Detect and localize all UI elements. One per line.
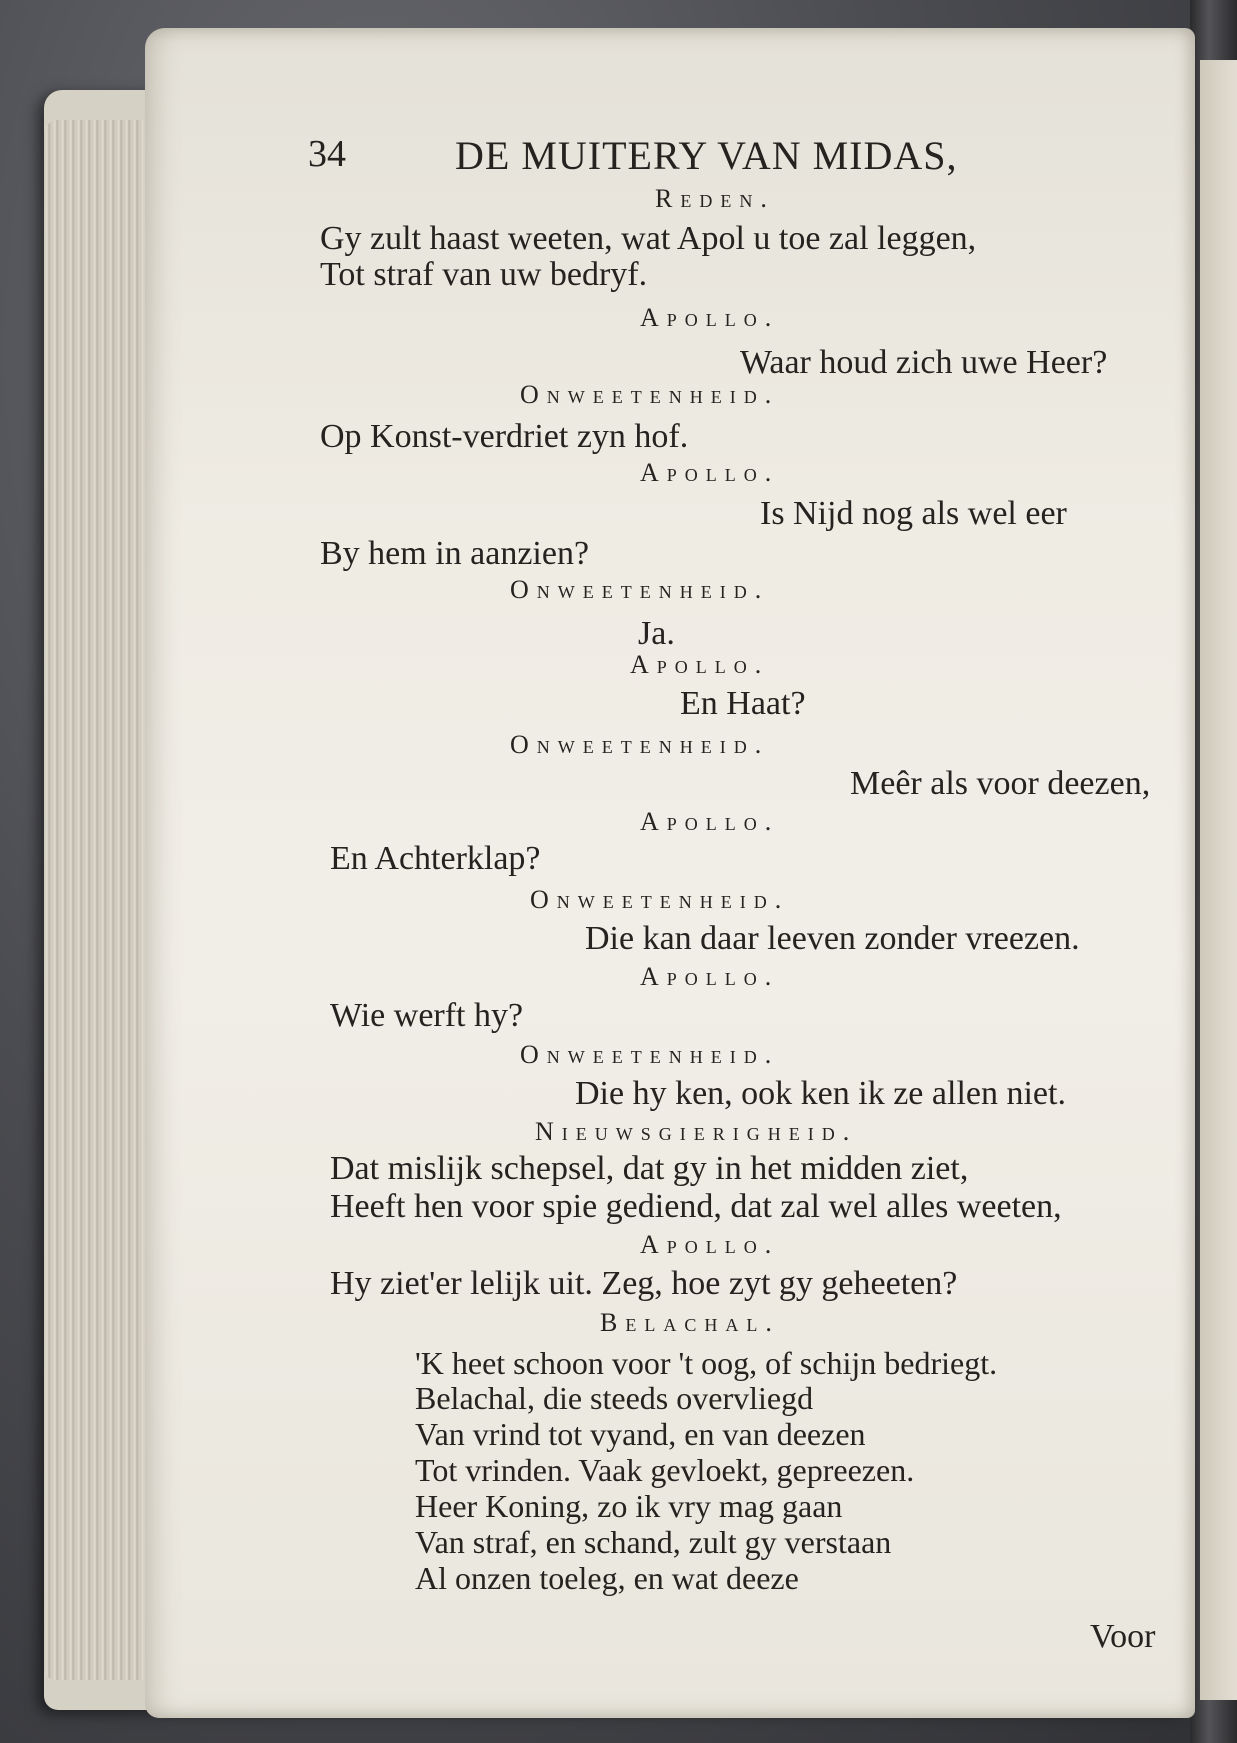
verse-line: Ja. bbox=[638, 615, 675, 652]
verse-line: Heeft hen voor spie gediend, dat zal wel alles weeten, bbox=[330, 1188, 1062, 1225]
song-line: Belachal, die steeds overvliegd bbox=[415, 1380, 814, 1416]
verse-line: Gy zult haast weeten, wat Apol u toe zal leggen, bbox=[320, 220, 977, 257]
speaker-label: Nieuwsgierigheid. bbox=[535, 1117, 858, 1146]
running-head: DE MUITERY VAN MIDAS, bbox=[455, 133, 958, 178]
song-line: Tot vrinden. Vaak gevloekt, gepreezen. bbox=[415, 1452, 915, 1488]
song-line: Van straf, en schand, zult gy verstaan bbox=[415, 1524, 892, 1560]
verse-line: En Achterklap? bbox=[330, 840, 541, 877]
verse-line: By hem in aanzien? bbox=[320, 535, 590, 572]
speaker-label: Apollo. bbox=[640, 807, 780, 836]
facing-page-edge bbox=[1200, 60, 1237, 1700]
verse-line: Meêr als voor deezen, bbox=[850, 765, 1151, 802]
verse-line: Die hy ken, ook ken ik ze allen niet. bbox=[575, 1075, 1066, 1112]
speaker-label: Apollo. bbox=[640, 1230, 780, 1259]
speaker-label: Onweetenheid. bbox=[510, 730, 770, 759]
speaker-label: Belachal. bbox=[600, 1308, 780, 1337]
song-line: Van vrind tot vyand, en van deezen bbox=[415, 1416, 866, 1452]
song-line: Al onzen toeleg, en wat deeze bbox=[415, 1560, 799, 1596]
page-edges bbox=[44, 120, 144, 1680]
verse-line: Die kan daar leeven zonder vreezen. bbox=[585, 920, 1080, 957]
speaker-label: Onweetenheid. bbox=[530, 885, 790, 914]
song-line: Heer Koning, zo ik vry mag gaan bbox=[415, 1488, 843, 1524]
speaker-label: Apollo. bbox=[640, 458, 780, 487]
verse-line: Tot straf van uw bedryf. bbox=[320, 256, 648, 293]
verse-line: Waar houd zich uwe Heer? bbox=[740, 344, 1108, 381]
verse-line: Hy ziet'er lelijk uit. Zeg, hoe zyt gy geheeten? bbox=[330, 1265, 958, 1302]
speaker-label: Reden. bbox=[655, 184, 775, 213]
verse-line: Op Konst-verdriet zyn hof. bbox=[320, 418, 689, 455]
catchword: Voor bbox=[1090, 1618, 1156, 1655]
speaker-label: Onweetenheid. bbox=[520, 1040, 780, 1069]
speaker-label: Apollo. bbox=[630, 650, 770, 679]
speaker-label: Apollo. bbox=[640, 962, 780, 991]
speaker-label: Onweetenheid. bbox=[520, 380, 780, 409]
verse-line: Dat mislijk schepsel, dat gy in het midden ziet, bbox=[330, 1150, 969, 1187]
verse-line: Wie werft hy? bbox=[330, 997, 524, 1034]
page-text bbox=[308, 133, 1180, 1700]
song-line: 'K heet schoon voor 't oog, of schijn bedriegt. bbox=[415, 1345, 998, 1381]
page-number: 34 bbox=[308, 133, 346, 175]
speaker-label: Onweetenheid. bbox=[510, 575, 770, 604]
verse-line: Is Nijd nog als wel eer bbox=[760, 495, 1067, 532]
speaker-label: Apollo. bbox=[640, 303, 780, 332]
verse-line: En Haat? bbox=[680, 685, 806, 722]
